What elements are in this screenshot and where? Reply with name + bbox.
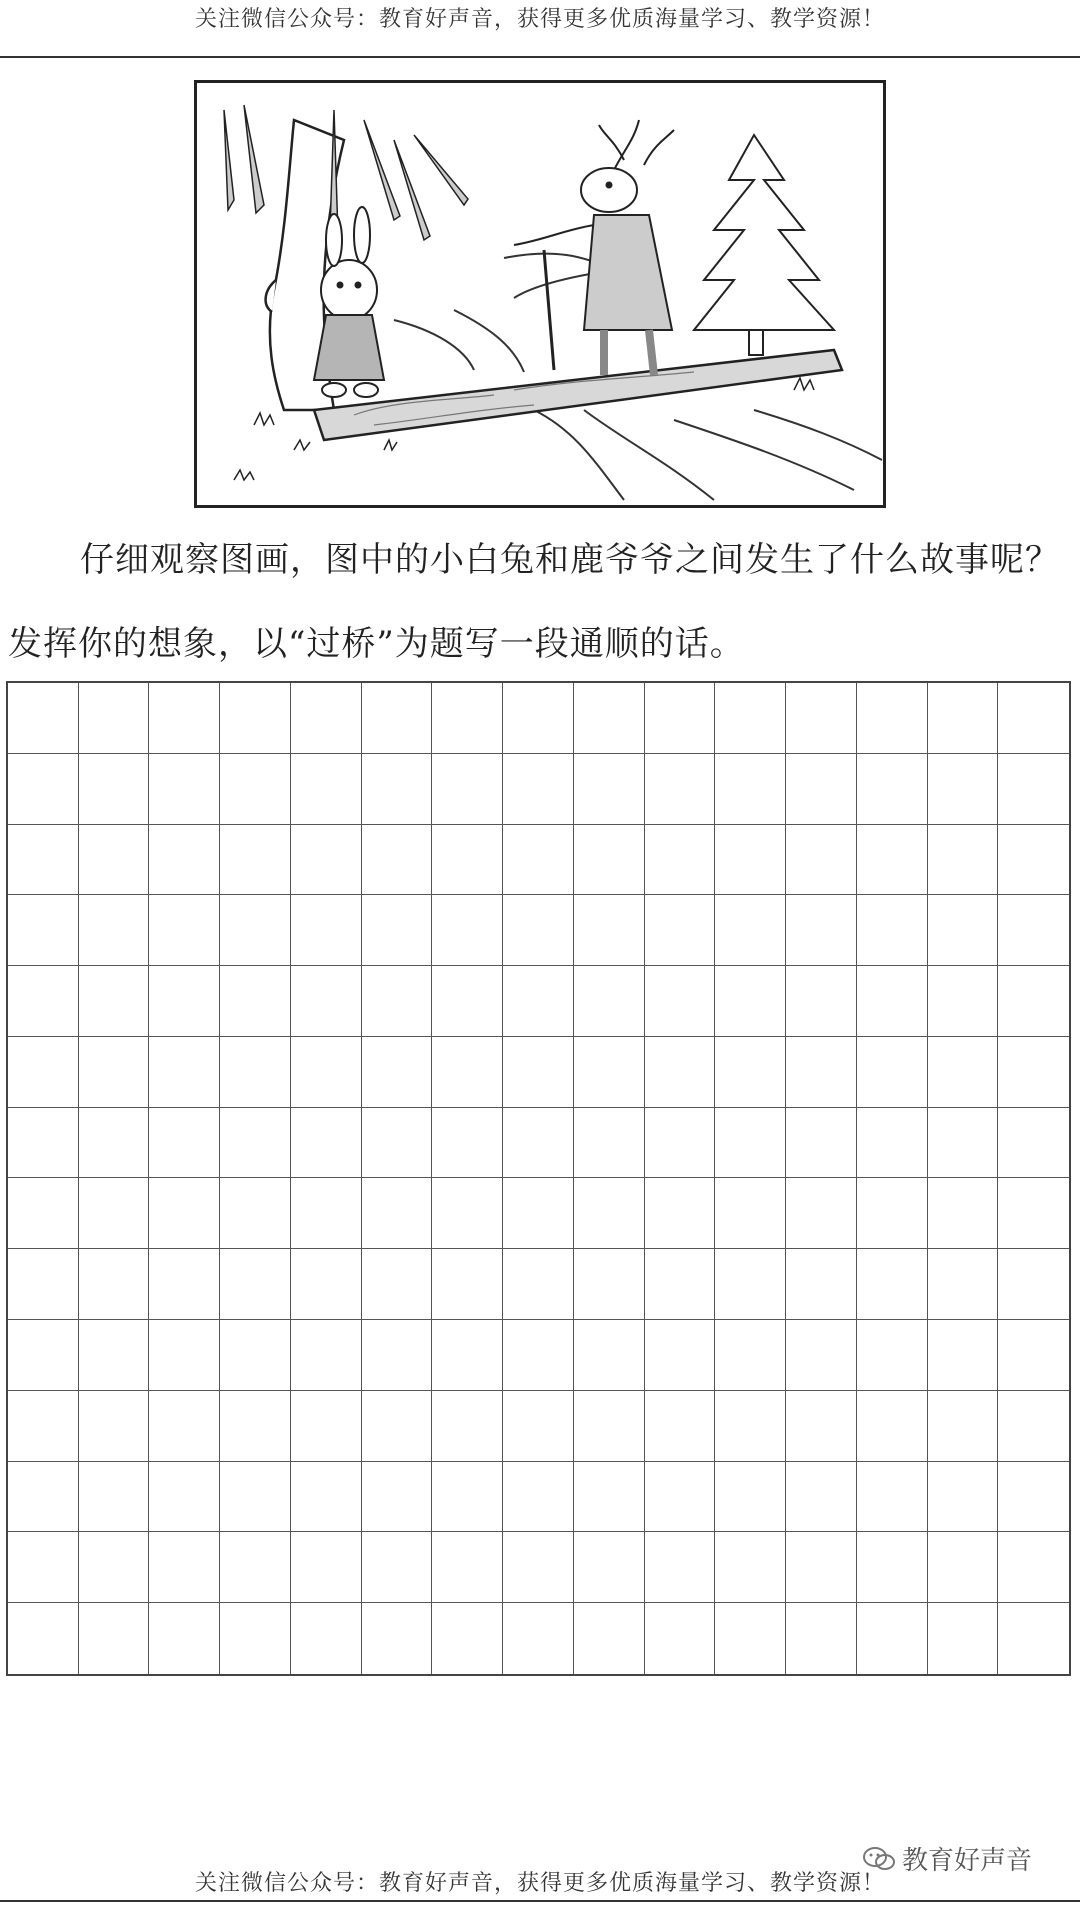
grid-cell[interactable] — [786, 1603, 857, 1674]
grid-cell[interactable] — [857, 683, 928, 754]
grid-cell[interactable] — [362, 895, 433, 966]
grid-cell[interactable] — [998, 825, 1069, 896]
grid-cell[interactable] — [503, 1178, 574, 1249]
grid-cell[interactable] — [715, 1462, 786, 1533]
grid-cell[interactable] — [362, 966, 433, 1037]
grid-cell[interactable] — [786, 683, 857, 754]
grid-cell[interactable] — [574, 754, 645, 825]
footer-divider — [0, 1900, 1080, 1902]
grid-cell[interactable] — [149, 1249, 220, 1320]
grid-cell[interactable] — [503, 1249, 574, 1320]
grid-cell[interactable] — [149, 1462, 220, 1533]
grid-cell[interactable] — [432, 754, 503, 825]
grid-cell[interactable] — [998, 1108, 1069, 1179]
grid-cell[interactable] — [362, 683, 433, 754]
grid-cell[interactable] — [291, 754, 362, 825]
grid-cell[interactable] — [432, 1037, 503, 1108]
grid-cell[interactable] — [715, 966, 786, 1037]
grid-cell[interactable] — [928, 1178, 999, 1249]
grid-cell[interactable] — [432, 1108, 503, 1179]
grid-cell[interactable] — [362, 1249, 433, 1320]
writing-grid[interactable] — [6, 681, 1071, 1676]
grid-cell[interactable] — [362, 1603, 433, 1674]
grid-cell[interactable] — [220, 1462, 291, 1533]
grid-cell[interactable] — [291, 1037, 362, 1108]
grid-cell[interactable] — [645, 1320, 716, 1391]
grid-cell[interactable] — [149, 966, 220, 1037]
grid-cell[interactable] — [432, 1603, 503, 1674]
grid-cell[interactable] — [574, 895, 645, 966]
grid-cell[interactable] — [362, 1320, 433, 1391]
grid-cell[interactable] — [998, 1603, 1069, 1674]
grid-cell[interactable] — [857, 1532, 928, 1603]
grid-cell[interactable] — [928, 1391, 999, 1462]
grid-cell[interactable] — [79, 1178, 150, 1249]
grid-cell[interactable] — [220, 1108, 291, 1179]
grid-cell[interactable] — [928, 1603, 999, 1674]
grid-cell[interactable] — [291, 1178, 362, 1249]
grid-cell[interactable] — [857, 1603, 928, 1674]
grid-cell[interactable] — [149, 754, 220, 825]
grid-cell[interactable] — [79, 1391, 150, 1462]
grid-cell[interactable] — [857, 966, 928, 1037]
grid-cell[interactable] — [362, 1391, 433, 1462]
grid-cell[interactable] — [715, 1532, 786, 1603]
grid-cell[interactable] — [79, 754, 150, 825]
grid-cell[interactable] — [8, 966, 79, 1037]
grid-cell[interactable] — [503, 825, 574, 896]
grid-cell[interactable] — [645, 895, 716, 966]
grid-cell[interactable] — [8, 1462, 79, 1533]
illustration — [194, 80, 886, 508]
watermark-text: 教育好声音 — [902, 1846, 1033, 1876]
grid-cell[interactable] — [149, 1320, 220, 1391]
grid-cell[interactable] — [928, 1320, 999, 1391]
grid-cell[interactable] — [8, 754, 79, 825]
grid-cell[interactable] — [715, 1249, 786, 1320]
grid-cell[interactable] — [645, 1249, 716, 1320]
grid-cell[interactable] — [786, 895, 857, 966]
grid-cell[interactable] — [928, 683, 999, 754]
grid-cell[interactable] — [362, 825, 433, 896]
grid-cell[interactable] — [503, 1462, 574, 1533]
grid-cell[interactable] — [645, 966, 716, 1037]
grid-cell[interactable] — [149, 1037, 220, 1108]
grid-cell[interactable] — [503, 1320, 574, 1391]
grid-cell[interactable] — [79, 895, 150, 966]
grid-cell[interactable] — [8, 1532, 79, 1603]
grid-cell[interactable] — [291, 1532, 362, 1603]
grid-cell[interactable] — [857, 754, 928, 825]
grid-cell[interactable] — [291, 966, 362, 1037]
grid-cell[interactable] — [432, 1249, 503, 1320]
grid-cell[interactable] — [786, 1391, 857, 1462]
grid-cell[interactable] — [998, 1391, 1069, 1462]
grid-cell[interactable] — [645, 1178, 716, 1249]
grid-cell[interactable] — [291, 1320, 362, 1391]
grid-cell[interactable] — [291, 895, 362, 966]
grid-cell[interactable] — [645, 1532, 716, 1603]
grid-cell[interactable] — [715, 1178, 786, 1249]
grid-cell[interactable] — [786, 1178, 857, 1249]
question-line-2: 发挥你的想象，以“过桥”为题写一段通顺的话。 — [8, 624, 745, 664]
grid-cell[interactable] — [715, 1391, 786, 1462]
grid-cell[interactable] — [8, 825, 79, 896]
grid-cell[interactable] — [149, 1532, 220, 1603]
grid-cell[interactable] — [432, 895, 503, 966]
grid-cell[interactable] — [362, 754, 433, 825]
grid-cell[interactable] — [928, 754, 999, 825]
grid-cell[interactable] — [503, 1391, 574, 1462]
grid-cell[interactable] — [362, 1108, 433, 1179]
grid-cell[interactable] — [220, 754, 291, 825]
grid-cell[interactable] — [291, 1108, 362, 1179]
grid-cell[interactable] — [79, 1532, 150, 1603]
grid-cell[interactable] — [8, 1320, 79, 1391]
grid-cell[interactable] — [432, 1532, 503, 1603]
footer-text: 关注微信公众号：教育好声音，获得更多优质海量学习、教学资源！ — [194, 1871, 885, 1896]
grid-cell[interactable] — [79, 683, 150, 754]
grid-cell[interactable] — [998, 754, 1069, 825]
grid-cell[interactable] — [928, 1532, 999, 1603]
grid-cell[interactable] — [786, 1532, 857, 1603]
grid-cell[interactable] — [928, 966, 999, 1037]
grid-cell[interactable] — [8, 1391, 79, 1462]
grid-cell[interactable] — [857, 1249, 928, 1320]
grid-cell[interactable] — [574, 1249, 645, 1320]
grid-cell[interactable] — [574, 1391, 645, 1462]
grid-cell[interactable] — [79, 825, 150, 896]
grid-cell[interactable] — [79, 1462, 150, 1533]
grid-cell[interactable] — [8, 1037, 79, 1108]
grid-cell[interactable] — [857, 895, 928, 966]
grid-cell[interactable] — [786, 1037, 857, 1108]
grid-cell[interactable] — [149, 1391, 220, 1462]
grid-cell[interactable] — [645, 1037, 716, 1108]
grid-cell[interactable] — [291, 1391, 362, 1462]
grid-cell[interactable] — [645, 1108, 716, 1179]
grid-cell[interactable] — [79, 1320, 150, 1391]
grid-cell[interactable] — [362, 1037, 433, 1108]
grid-cell[interactable] — [857, 1108, 928, 1179]
grid-cell[interactable] — [503, 966, 574, 1037]
grid-cell[interactable] — [928, 1037, 999, 1108]
grid-cell[interactable] — [645, 1391, 716, 1462]
grid-cell[interactable] — [715, 683, 786, 754]
grid-cell[interactable] — [149, 683, 220, 754]
grid-cell[interactable] — [786, 825, 857, 896]
grid-cell[interactable] — [857, 1037, 928, 1108]
grid-cell[interactable] — [574, 966, 645, 1037]
grid-cell[interactable] — [220, 1320, 291, 1391]
grid-cell[interactable] — [998, 1462, 1069, 1533]
grid-cell[interactable] — [998, 1320, 1069, 1391]
grid-cell[interactable] — [715, 1320, 786, 1391]
grid-cell[interactable] — [715, 1037, 786, 1108]
grid-cell[interactable] — [574, 825, 645, 896]
grid-cell[interactable] — [645, 1462, 716, 1533]
grid-cell[interactable] — [432, 1178, 503, 1249]
grid-cell[interactable] — [291, 1249, 362, 1320]
grid-cell[interactable] — [8, 1249, 79, 1320]
grid-cell[interactable] — [998, 966, 1069, 1037]
grid-cell[interactable] — [574, 1108, 645, 1179]
grid-cell[interactable] — [645, 683, 716, 754]
grid-cell[interactable] — [432, 966, 503, 1037]
grid-cell[interactable] — [645, 825, 716, 896]
question-line-1: 仔细观察图画，图中的小白兔和鹿爷爷之间发生了什么故事呢？ — [80, 540, 1060, 580]
header-divider — [0, 56, 1080, 58]
grid-cell[interactable] — [220, 1391, 291, 1462]
grid-cell[interactable] — [786, 1320, 857, 1391]
grid-cell[interactable] — [149, 825, 220, 896]
grid-cell[interactable] — [786, 966, 857, 1037]
grid-cell[interactable] — [432, 825, 503, 896]
grid-cell[interactable] — [715, 825, 786, 896]
grid-cell[interactable] — [220, 966, 291, 1037]
grid-cell[interactable] — [857, 1178, 928, 1249]
grid-cell[interactable] — [220, 1178, 291, 1249]
grid-cell[interactable] — [998, 1532, 1069, 1603]
grid-cell[interactable] — [715, 895, 786, 966]
grid-cell[interactable] — [432, 1462, 503, 1533]
grid-cell[interactable] — [998, 683, 1069, 754]
grid-cell[interactable] — [432, 1391, 503, 1462]
grid-cell[interactable] — [928, 1249, 999, 1320]
grid-cell[interactable] — [220, 825, 291, 896]
grid-cell[interactable] — [79, 1108, 150, 1179]
grid-cell[interactable] — [857, 1320, 928, 1391]
grid-cell[interactable] — [79, 966, 150, 1037]
grid-cell[interactable] — [362, 1532, 433, 1603]
grid-cell[interactable] — [645, 754, 716, 825]
grid-cell[interactable] — [786, 1108, 857, 1179]
grid-cell[interactable] — [574, 1603, 645, 1674]
grid-cell[interactable] — [503, 754, 574, 825]
grid-cell[interactable] — [149, 895, 220, 966]
grid-cell[interactable] — [998, 1037, 1069, 1108]
grid-cell[interactable] — [786, 1249, 857, 1320]
grid-cell[interactable] — [503, 1108, 574, 1179]
grid-cell[interactable] — [220, 895, 291, 966]
grid-cell[interactable] — [574, 1320, 645, 1391]
grid-cell[interactable] — [645, 1603, 716, 1674]
grid-cell[interactable] — [998, 895, 1069, 966]
grid-cell[interactable] — [928, 895, 999, 966]
grid-cell[interactable] — [220, 1249, 291, 1320]
grid-cell[interactable] — [928, 1462, 999, 1533]
grid-cell[interactable] — [8, 683, 79, 754]
grid-cell[interactable] — [503, 1603, 574, 1674]
grid-cell[interactable] — [715, 754, 786, 825]
grid-cell[interactable] — [857, 1462, 928, 1533]
grid-cell[interactable] — [503, 895, 574, 966]
grid-cell[interactable] — [503, 683, 574, 754]
grid-cell[interactable] — [998, 1178, 1069, 1249]
grid-cell[interactable] — [432, 1320, 503, 1391]
grid-cell[interactable] — [79, 1037, 150, 1108]
grid-cell[interactable] — [220, 1532, 291, 1603]
grid-cell[interactable] — [149, 1603, 220, 1674]
grid-cell[interactable] — [857, 1391, 928, 1462]
grid-cell[interactable] — [8, 1108, 79, 1179]
grid-cell[interactable] — [574, 1037, 645, 1108]
grid-cell[interactable] — [503, 1532, 574, 1603]
grid-cell[interactable] — [432, 683, 503, 754]
grid-cell[interactable] — [8, 1178, 79, 1249]
grid-cell[interactable] — [79, 1249, 150, 1320]
grid-cell[interactable] — [220, 1603, 291, 1674]
grid-cell[interactable] — [857, 825, 928, 896]
grid-cell[interactable] — [928, 1108, 999, 1179]
grid-cell[interactable] — [79, 1603, 150, 1674]
grid-cell[interactable] — [998, 1249, 1069, 1320]
grid-cell[interactable] — [715, 1603, 786, 1674]
grid-cell[interactable] — [149, 1178, 220, 1249]
grid-cell[interactable] — [220, 683, 291, 754]
grid-cell[interactable] — [291, 683, 362, 754]
grid-cell[interactable] — [574, 1178, 645, 1249]
grid-cell[interactable] — [8, 1603, 79, 1674]
grid-cell[interactable] — [291, 1462, 362, 1533]
grid-cell[interactable] — [574, 1462, 645, 1533]
grid-cell[interactable] — [715, 1108, 786, 1179]
grid-cell[interactable] — [291, 1603, 362, 1674]
grid-cell[interactable] — [786, 1462, 857, 1533]
grid-cell[interactable] — [362, 1462, 433, 1533]
grid-cell[interactable] — [574, 683, 645, 754]
grid-cell[interactable] — [574, 1532, 645, 1603]
grid-cell[interactable] — [503, 1037, 574, 1108]
grid-cell[interactable] — [928, 825, 999, 896]
grid-cell[interactable] — [786, 754, 857, 825]
header-text: 关注微信公众号：教育好声音，获得更多优质海量学习、教学资源！ — [194, 7, 885, 32]
grid-cell[interactable] — [362, 1178, 433, 1249]
grid-cell[interactable] — [291, 825, 362, 896]
grid-cell[interactable] — [149, 1108, 220, 1179]
grid-cell[interactable] — [220, 1037, 291, 1108]
grid-cell[interactable] — [8, 895, 79, 966]
